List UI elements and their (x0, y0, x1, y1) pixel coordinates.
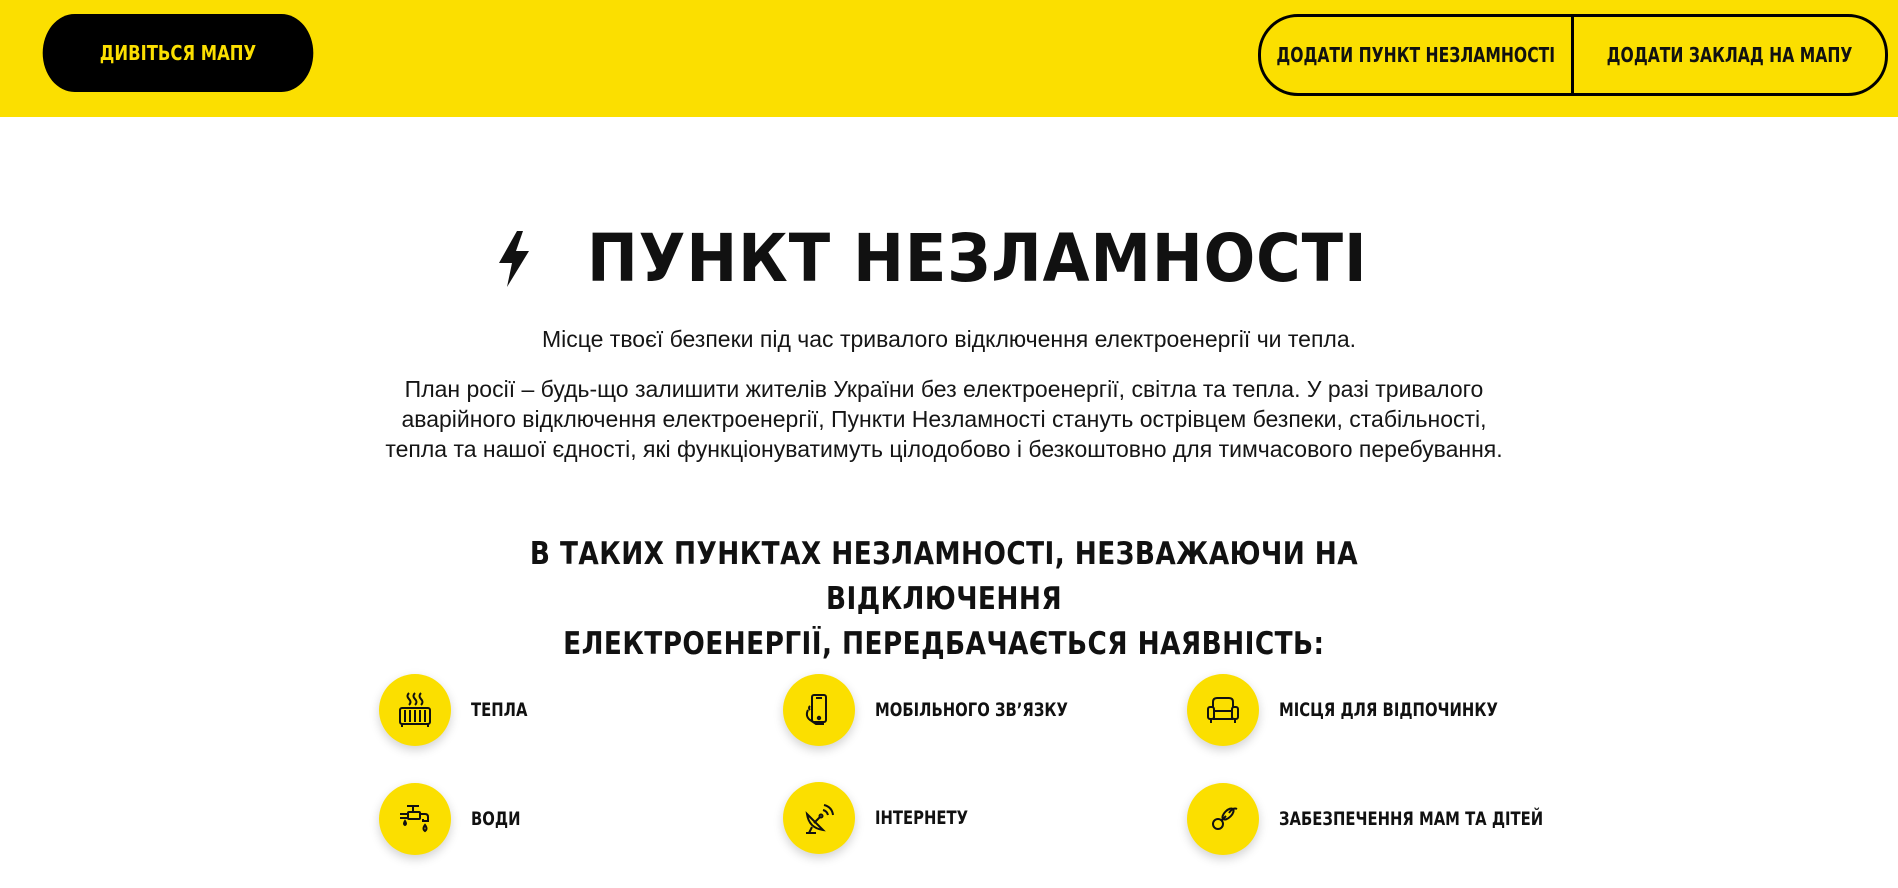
feature-label: ЗАБЕЗПЕЧЕННЯ МАМ ТА ДІТЕЙ (1279, 808, 1544, 830)
page-title: ПУНКТ НЕЗЛАМНОСТІ (586, 219, 1368, 297)
features-heading-line-2: ЕЛЕКТРОЕНЕРГІЇ, ПЕРЕДБАЧАЄТЬСЯ НАЯВНІСТЬ: (563, 626, 1325, 662)
lightning-bolt-icon (497, 231, 531, 287)
satellite-dish-icon (783, 782, 855, 854)
armchair-icon (1187, 674, 1259, 746)
feature-label: ВОДИ (471, 808, 521, 830)
top-bar (0, 0, 1898, 117)
feature-item-mothers-children (1187, 783, 1618, 855)
feature-item-mobile (783, 674, 1122, 746)
feature-item-internet (783, 782, 994, 854)
view-map-button[interactable] (43, 14, 314, 92)
feature-label: МОБІЛЬНОГО ЗВ’ЯЗКУ (875, 699, 1068, 721)
add-point-button[interactable] (1261, 17, 1574, 93)
feature-label: ІНТЕРНЕТУ (875, 807, 969, 829)
water-tap-icon (379, 783, 451, 855)
feature-label: МІСЦЯ ДЛЯ ВІДПОЧИНКУ (1279, 699, 1498, 721)
add-place-button[interactable] (1574, 17, 1885, 93)
features-heading (370, 532, 1518, 667)
mobile-phone-icon (783, 674, 855, 746)
view-map-button-label: ДИВІТЬСЯ МАПУ (99, 41, 257, 65)
radiator-icon (379, 674, 451, 746)
features-heading-line-1: В ТАКИХ ПУНКТАХ НЕЗЛАМНОСТІ, НЕЗВАЖАЮЧИ НА ВІДКЛЮЧЕННЯ (529, 536, 1359, 617)
header-button-group (1258, 14, 1888, 96)
lead-text: Місце твоєї безпеки під час тривалого відключення електроенергії чи тепла. (541, 326, 1357, 352)
page-title-row (0, 218, 1898, 298)
feature-label: ТЕПЛА (471, 699, 528, 721)
feature-item-heat (379, 674, 543, 746)
pacifier-icon (1187, 783, 1259, 855)
intro-paragraph: План росії – будь-що залишити жителів України без електроенергії, світла та тепла. У разі тривалого аварійного відключення електроенергії, Пункти Незламності стануть острівцем безпеки, стабільності, тепла та нашої єдності, які функціонуватимуть цілодобово і безкоштовно для тимчасового перебування. (385, 376, 1503, 462)
add-place-button-label: ДОДАТИ ЗАКЛАД НА МАПУ (1606, 43, 1853, 67)
feature-item-water (379, 783, 534, 855)
feature-item-rest (1187, 674, 1560, 746)
add-point-button-label: ДОДАТИ ПУНКТ НЕЗЛАМНОСТІ (1276, 43, 1556, 67)
